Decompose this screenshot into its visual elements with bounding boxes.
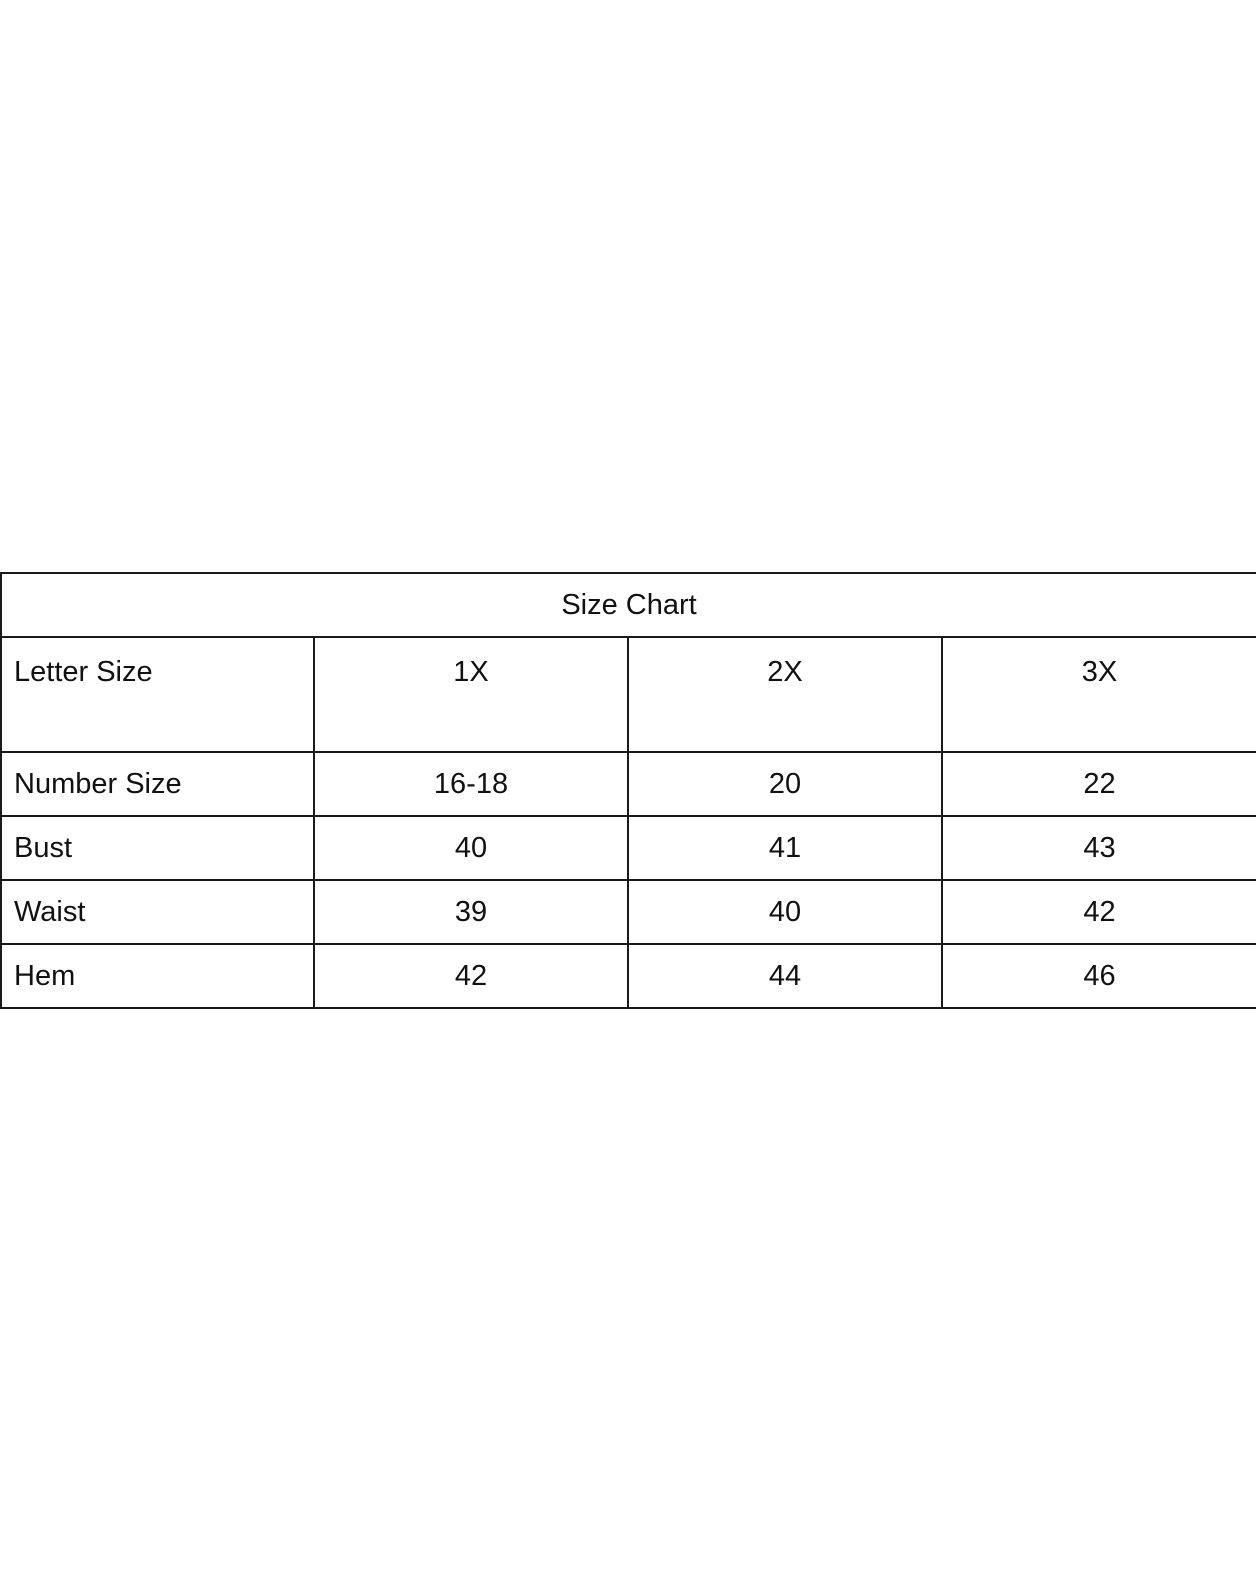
row-label: Letter Size: [1, 637, 314, 752]
table-cell: 2X: [628, 637, 942, 752]
table-cell: 1X: [314, 637, 628, 752]
table-cell: 42: [314, 944, 628, 1008]
table-cell: 43: [942, 816, 1256, 880]
table-row-number-size: [1, 752, 1256, 816]
table-title: Size Chart: [1, 573, 1256, 637]
table-cell: 20: [628, 752, 942, 816]
table-row-bust: [1, 816, 1256, 880]
row-label: Bust: [1, 816, 314, 880]
table-cell: 3X: [942, 637, 1256, 752]
table-cell: 41: [628, 816, 942, 880]
row-label: Waist: [1, 880, 314, 944]
row-label: Hem: [1, 944, 314, 1008]
size-chart-table: [0, 572, 1256, 1009]
table-cell: 40: [628, 880, 942, 944]
table-cell: 40: [314, 816, 628, 880]
table-row-waist: [1, 880, 1256, 944]
table-cell: 42: [942, 880, 1256, 944]
table-title-row: [1, 573, 1256, 637]
table-row-letter-size: [1, 637, 1256, 752]
table-cell: 39: [314, 880, 628, 944]
row-label: Number Size: [1, 752, 314, 816]
table-cell: 46: [942, 944, 1256, 1008]
table-cell: 16-18: [314, 752, 628, 816]
table-cell: 22: [942, 752, 1256, 816]
table-row-hem: [1, 944, 1256, 1008]
table-cell: 44: [628, 944, 942, 1008]
